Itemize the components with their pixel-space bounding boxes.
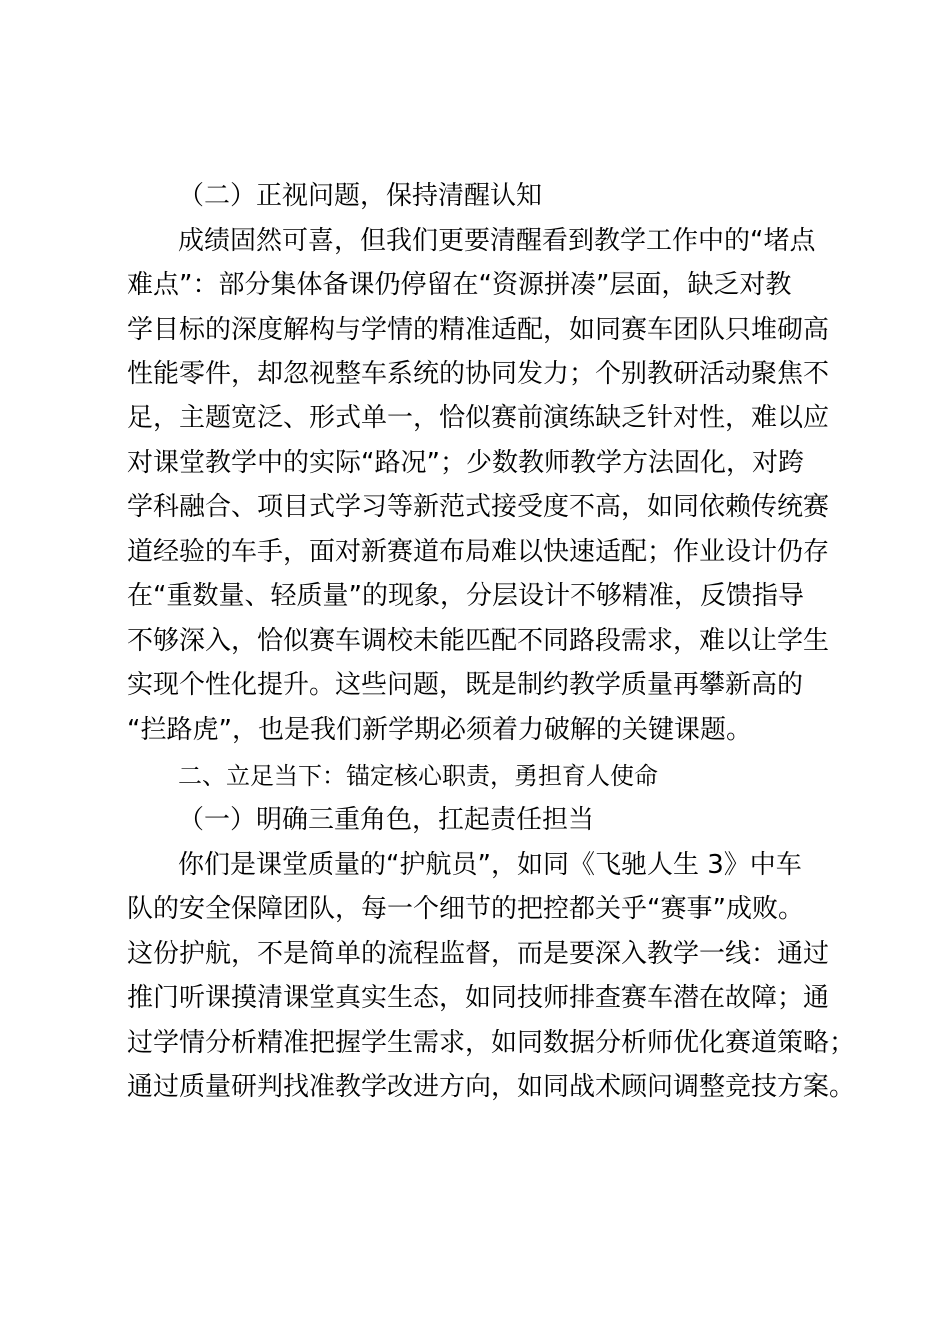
paragraph-line: 过学情分析精准把握学生需求，如同数据分析师优化赛道策略； <box>127 1028 856 1058</box>
paragraph-line: 这份护航，不是简单的流程监督，而是要深入教学一线：通过 <box>127 939 830 969</box>
paragraph-line: 足，主题宽泛、形式单一，恰似赛前演练缺乏针对性，难以应 <box>127 403 830 433</box>
paragraph-line: 学科融合、项目式学习等新范式接受度不高，如同依赖传统赛 <box>127 492 830 522</box>
paragraph-line: 性能零件，却忽视整车系统的协同发力；个别教研活动聚焦不 <box>127 359 830 389</box>
paragraph-line: 道经验的车手，面对新赛道布局难以快速适配；作业设计仍存 <box>127 537 830 567</box>
paragraph-line: 学目标的深度解构与学情的精准适配，如同赛车团队只堆砌高 <box>127 315 830 345</box>
paragraph-line: 难点”：部分集体备课仍停留在“资源拼凑”层面，缺乏对教 <box>127 270 792 300</box>
paragraph-line: 通过质量研判找准教学改进方向，如同战术顾问调整竞技方案。 <box>127 1072 856 1102</box>
paragraph-line: 队的安全保障团队，每一个细节的把控都关乎“赛事”成败。 <box>127 894 804 924</box>
paragraph-line: 实现个性化提升。这些问题，既是制约教学质量再攀新高的 <box>127 670 804 700</box>
paragraph-line: 你们是课堂质量的“护航员”，如同《飞驰人生 3》中车 <box>178 850 802 880</box>
section-heading: 二、立足当下：锚定核心职责，勇担育人使命 <box>178 762 658 790</box>
paragraph-line: 成绩固然可喜，但我们更要清醒看到教学工作中的“堵点 <box>178 226 816 256</box>
paragraph-line: 不够深入，恰似赛车调校未能匹配不同路段需求，难以让学生 <box>127 626 830 656</box>
paragraph-line: 在“重数量、轻质量”的现象，分层设计不够精准，反馈指导 <box>127 581 804 611</box>
paragraph-line: 推门听课摸清课堂真实生态，如同技师排查赛车潜在故障；通 <box>127 983 830 1013</box>
paragraph-line: 对课堂教学中的实际“路况”；少数教师教学方法固化，对跨 <box>127 448 804 478</box>
paragraph-line: “拦路虎”，也是我们新学期必须着力破解的关键课题。 <box>127 715 752 745</box>
section-heading: （二）正视问题，保持清醒认知 <box>178 181 543 211</box>
section-heading: （一）明确三重角色，扛起责任担当 <box>178 805 595 835</box>
